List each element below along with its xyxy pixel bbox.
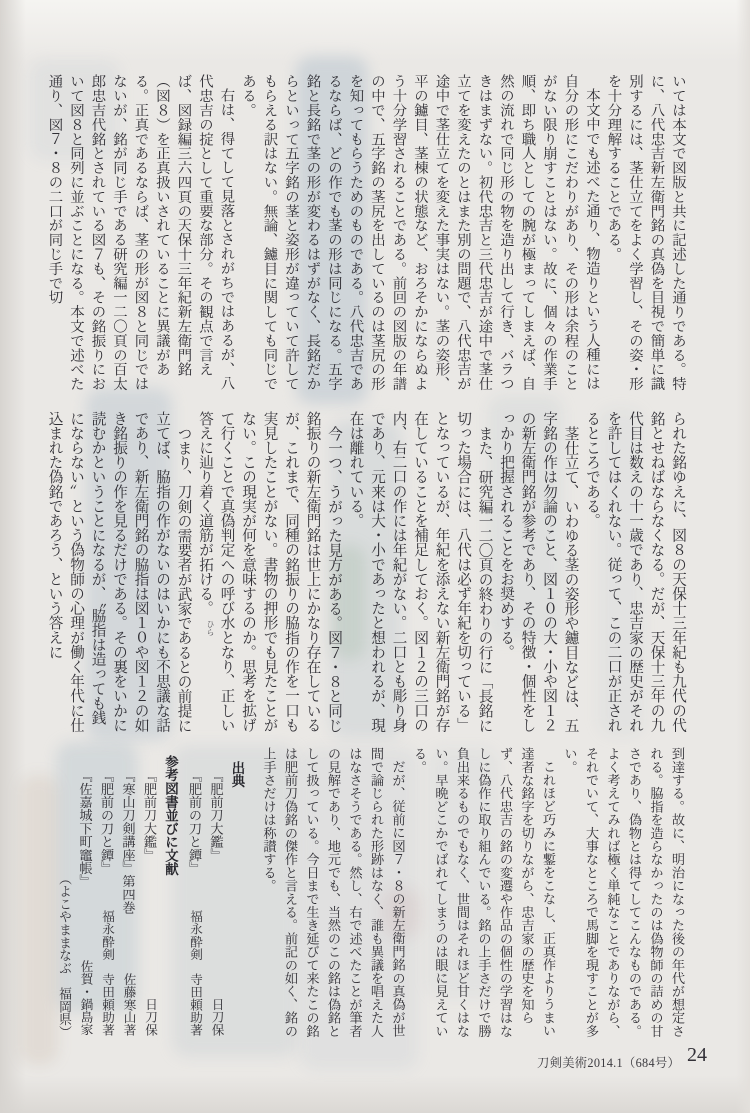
paragraph: また、研究編一二〇頁の終わりの行に「長銘に切った場合には、八代は必ず年紀を切っている」となっているが、年紀を添えない新左衛門銘が存在していることを補足しておく。図１２の三口の内、右二口の作には年紀がない。二口とも彫り身であり、元来は大・小であったと想われるが、現在は離れている。 xyxy=(347,411,493,733)
reference-item xyxy=(139,747,161,1042)
source-author: 福永酔剣 寺田頼助著 xyxy=(188,910,202,1036)
paragraph: 茎仕立て、いわゆる茎の姿形や鑢目などは、五字銘の作は勿論のこと、図１０の大・小や図１２の新左衛門銘が参考であり、その特徴・個性をしっかり把握されることをお奨めする。 xyxy=(498,411,579,733)
reference-author: 福永酔剣 寺田頼助著 xyxy=(100,910,114,1036)
source-author: 日刀保 xyxy=(209,998,224,1036)
source-item xyxy=(205,747,227,1042)
footer-journal-title: 刀剣美術2014.1（684号） xyxy=(537,1056,681,1070)
reference-author: 佐藤寒山著 xyxy=(121,973,136,1036)
paragraph: 到達する。故に、明治になった後の年代が想定される。脇指を造らなかったのは偽物師の詰めの甘さであり、偽物とは得てしてこんなものである。よく考えてみれば極く単純なことでありながら、それでいて、大事なところで馬脚を現すことが多い。 xyxy=(562,747,685,1038)
text-band-top xyxy=(40,74,688,392)
reference-author: 日刀保 xyxy=(143,998,157,1036)
paragraph: つまり、刀剣の需要者が武家であるとの前提に立てば、脇指の作がないのはいかにも不思議な話であり、新左衛門銘の脇指は図１０や図１２の如き銘振りの作を見るだけである。その裏をいかに読むかということになるが、〝脇指は造っても銭にならない〟という偽物師の心理が働く年代に仕込まれた偽銘であろう、という答えに xyxy=(46,411,192,733)
paragraph: だが、従前に図７・８の新左衛門銘の真偽が世間で論じられた形跡はなく、誰も異議を唱えた人はなさそうである。然し、右で述べたことが筆者の見解であり、地元でも、当然のこの銘は偽銘として扱っている。今日まで生き延びて来たこの銘は肥前刀偽銘の傑作と言える。前記の如く、銘の上手さだけは称讃する。 xyxy=(261,747,406,1038)
source-item xyxy=(184,747,206,1042)
paragraph: られた銘ゆえに、図８の天保十三年紀も九代の代銘とせねばならなくなる。だが、天保十三年の九代目は数えの十一歳であり、忠吉家の歴史がそれを許してはくれない。従って、この二口が正されるところである。 xyxy=(584,411,686,733)
page-number: 24 xyxy=(687,1044,707,1066)
furigana: ひら xyxy=(206,620,215,636)
source-title: 『肥前の刀と鐔』 xyxy=(187,769,202,875)
text-band-middle xyxy=(40,411,688,737)
reference-title: 『肥前刀大鑑』 xyxy=(142,769,157,862)
reference-item xyxy=(117,747,139,1042)
paragraph: 今一つ、うがった見方がある。図７・８と同じ銘振りの新左衛門銘は世上にかなり存在しているが、これまで、同種の銘振りの脇指の作を一口も実見したことがない。書物の押形でも見たことがない。この現実が何を意味するのか。思考を拡げて行くことで真偽判定への呼び水となり、正しい答えに辿り着く道筋が拓ける。 xyxy=(197,411,342,733)
reference-title: 『佐嘉城下町竈帳』 xyxy=(77,769,93,888)
reference-author: 佐賀・鍋島家 xyxy=(78,960,93,1036)
paragraph: 本文中でも述べた通り、物造りという人種には自分の形にこだわりがあり、その形は余程のことがない限り崩すことはない。故に、個々の作業手順、即ち職人としての腕が極まってしまえば、自然の流れで同じ形の物を造り出して行き、バラつきはまずない。初代忠吉と三代忠吉が途中で茎仕立てを変えたのとはまた別の問題で、八代忠吉が途中で茎仕立てを変えた事実はない。茎の姿形、平の鑢目、茎棟の状態など、おろそかにならぬよう十分学習されることである。前回の図版の年譜の中で、五字銘の茎尻を出しているのは茎尻の形を知ってもらうためのものである。八代忠吉であるならば、どの作でも茎の形は同じになる。五字銘と長銘で茎の形が変わるはずがなく、長銘だからといって五字銘の茎と姿形が違っていて許してもらえる訳はない。無論、鑢目に関しても同じである。 xyxy=(240,74,600,391)
references-heading: 参考図書並びに文献 xyxy=(163,755,179,876)
reference-title: 『寒山刀剣講座』第四巻 xyxy=(120,769,136,915)
author-attribution xyxy=(53,747,75,1042)
source-title: 『肥前刀大鑑』 xyxy=(208,769,224,862)
reference-item xyxy=(74,747,96,1042)
paragraph: いては本文で図版と共に記述した通りである。特に、八代忠吉新左衛門銘の真偽を目視で簡単に識別するには、茎仕立てをよく学習し、その姿・形を十分理解することである。 xyxy=(605,74,686,391)
sources-heading: 出典 xyxy=(230,761,245,788)
reference-item xyxy=(96,747,118,1042)
reference-title: 『肥前の刀と鐔』 xyxy=(99,769,114,875)
text-band-bottom xyxy=(40,747,688,1042)
paragraph: これほど巧みに鏨をこなし、正真作よりうまい達者な銘字を切りながら、忠吉家の歴史を知らず、八代忠吉の銘の変遷や作品の個性の学習はなしに偽作に取り組んでいる。銘の上手さだけで勝負出来るものでもなく、世間はそれほど甘くはない。早晩どこかでばれてしまうのは眼に見えている。 xyxy=(412,747,556,1038)
author-attribution-text: （よこやままなぶ 福岡県） xyxy=(57,871,71,1038)
paragraph: 右は、得てして見落とされがちではあるが、八代忠吉の掟として重要な部分。その観点で言えば、図録編三六四頁の天保十三年紀新左衛門銘（図８）を正真扱いされていることに異議がある。正真であるならば、茎の形が図８と同じではないが、銘が同じ手である研究編一二〇頁の百太郎忠吉代銘とされている図７も、その銘振りにおいて図８と同列に並ぶことになる。本文で述べた通り、図７・８の二口が同じ手で切 xyxy=(46,74,235,391)
